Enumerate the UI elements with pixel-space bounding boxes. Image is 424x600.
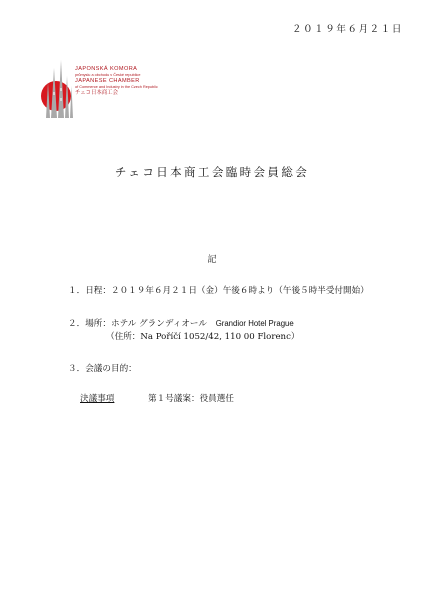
venue-address: （住所：Na Poříčí 1052/42, 110 00 Florenc） <box>106 332 300 342</box>
logo-line-4: of Commerce and Industry in the Czech Republic <box>75 85 158 89</box>
venue-name: Grandior Hotel Prague <box>215 319 294 328</box>
venue-item <box>68 317 294 329</box>
chamber-emblem-icon <box>40 52 76 118</box>
document-title: チェコ日本商工会臨時会員総会 <box>114 165 310 179</box>
schedule-item: １．日程：２０１９年６月２１日（金）午後６時より（午後５時半受付開始） <box>68 286 369 296</box>
logo-line-5: チェコ日本商工会 <box>75 90 118 96</box>
purpose-item: ３．会議の目的： <box>68 364 137 374</box>
logo-text <box>75 66 158 97</box>
venue-label: ２．場所：ホテル グランディオール <box>68 319 207 329</box>
ki-heading: 記 <box>207 255 217 265</box>
logo-line-3: JAPANESE CHAMBER <box>75 78 140 84</box>
document-date: ２０１９年６月２１日 <box>291 24 403 35</box>
resolution-label: 決議事項 <box>80 394 115 404</box>
chamber-logo <box>40 52 200 118</box>
logo-line-2: průmyslu a obchodu v České republice <box>75 73 141 77</box>
agenda-item: 第１号議案：役員選任 <box>148 394 234 404</box>
logo-line-1: JAPONSKÁ KOMORA <box>75 66 138 72</box>
